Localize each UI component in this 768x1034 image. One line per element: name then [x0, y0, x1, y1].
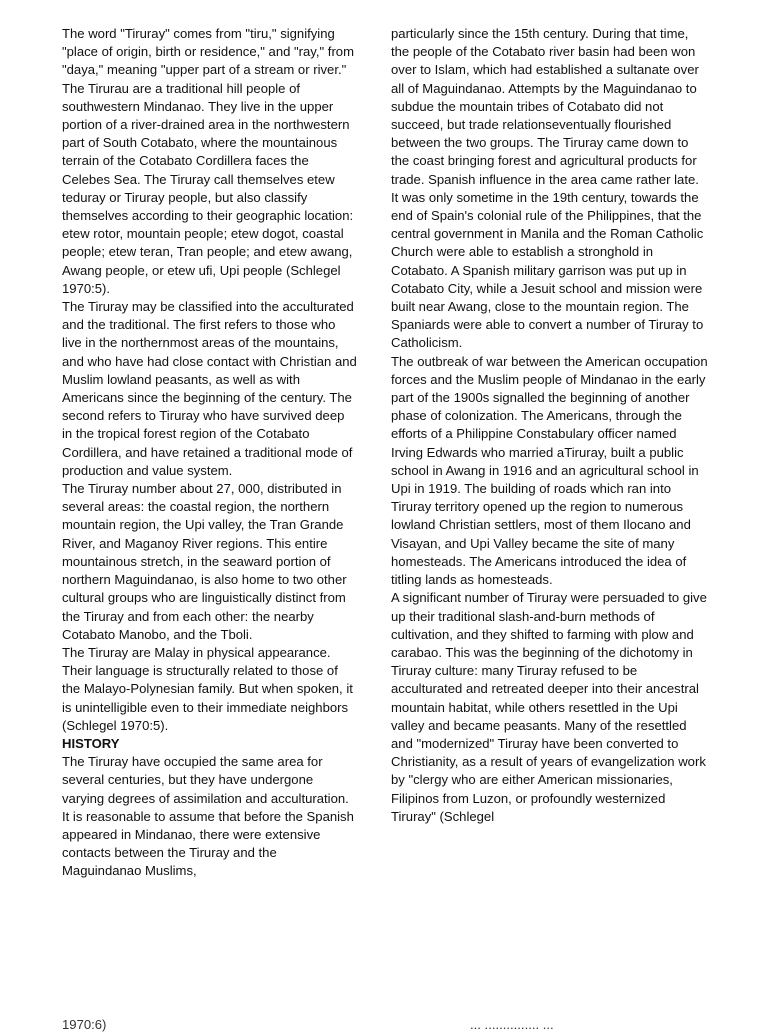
cut-off-text-left: 1970:6): [62, 1017, 107, 1032]
paragraph-dichotomy: A significant number of Tiruray were persuaded to give up their traditional slash-and-burn methods of cultivation, and they shifted to farming with plow and carabao. This was the beginning of the dichotomy in Tiruray culture: many Tiruray refused to be acculturated and retreated deeper into their ancestral mountain habitat, while others resettled in the Upi valley and became peasants. Many of the resettled and "modernized" Tiruray have been converted to Christianity, as a result of years of evangelization work by "clergy who are either American missionaries, Filipinos from Luzon, or profoundly westernized Tiruray" (Schlegel: [391, 590, 707, 824]
cut-off-text-right: ... ............... ...: [470, 1017, 554, 1032]
paragraph-islam-spanish: particularly since the 15th century. During that time, the people of the Cotabato river basin had been won over to Islam, which had established a sultanate over all of Maguindanao. Attempts by the Maguindanao to subdue the mountain tribes of Cotabato did not succeed, but trade relationseventually flourished between the two groups. The Tiruray came down to the coast bringing forest and agricultural products for trade. Spanish influence in the area came rather late. It was only sometime in the 19th century, towards the end of Spain's colonial rule of the Philippines, that the central government in Manila and the Roman Catholic Church were able to establish a stronghold in Cotabato. A Spanish military garrison was put up in Cotabato City, while a Jesuit school and mission were built near Awang, close to the mountain region. The Spaniards were able to convert a number of Tiruray to Catholicism.: [391, 26, 704, 351]
paragraph-language: The Tiruray are Malay in physical appearance. Their language is structurally related to those of the Malayo-Polynesian family. But when spoken, it is unintelligible even to their immediate neighbors (Schlegel 1970:5).: [62, 644, 353, 733]
right-column: [391, 25, 708, 826]
left-column: [62, 25, 358, 881]
paragraph-name-origin: The word "Tiruray" comes from "tiru," signifying "place of origin, birth or residence," and "ray," from "daya," meaning "upper part of a stream or river." The Tirurau are a traditional hill people of southwestern Mindanao. They live in the upper portion of a river-drained area in the northwestern part of South Cotabato, where the mountainous terrain of the Cotabato Cordillera faces the Celebes Sea. The Tiruray call themselves etew teduray or Tiruray people, but also classify themselves according to their geographic location: etew rotor, mountain people; etew dogot, coastal people; etew teran, Tran people; and etew awang, Awang people, or etew ufi, Upi people (Schlegel 1970:5).: [62, 26, 354, 296]
section-heading-history: HISTORY: [62, 735, 120, 751]
paragraph-american-colonization: The outbreak of war between the American occupation forces and the Muslim people of Mindanao in the early part of the 1900s signalled the beginning of another phase of colonization. The Americans, through the efforts of a Philippine Constabulary officer named Irving Edwards who married aTiruray, built a public school in Awang in 1916 and an agricultural school in Upi in 1919. The building of roads which ran into Tiruray territory opened up the region to numerous lowland Christian settlers, most of them Ilocano and Visayan, and Upi Valley became the site of many homesteads. The Americans introduced the idea of titling lands as homesteads.: [391, 353, 708, 588]
paragraph-classification: The Tiruray may be classified into the acculturated and the traditional. The first refers to those who live in the northernmost areas of the mountains, and who have had close contact with Christian and Muslim lowland peasants, as well as with Americans since the beginning of the century. The second refers to Tiruray who have survived deep in the tropical forest region of the Cotabato Cordillera, and have retained a traditional mode of production and value system.: [62, 299, 357, 478]
paragraph-history-intro: The Tiruray have occupied the same area for several centuries, but they have undergone varying degrees of assimilation and acculturation. It is reasonable to assume that before the Spanish appeared in Mindanao, there were extensive contacts between the Tiruray and the Maguindanao Muslims,: [62, 754, 354, 879]
paragraph-population: The Tiruray number about 27, 000, distributed in several areas: the coastal region, the northern mountain region, the Upi valley, the Tran Grande River, and Maganoy River regions. This entire mountainous stretch, in the seaward portion of northern Maguindanao, is also home to two other cultural groups who are linguistically distinct from the Tiruray and from each other: the nearby Cotabato Manobo, and the Tboli.: [62, 481, 347, 642]
